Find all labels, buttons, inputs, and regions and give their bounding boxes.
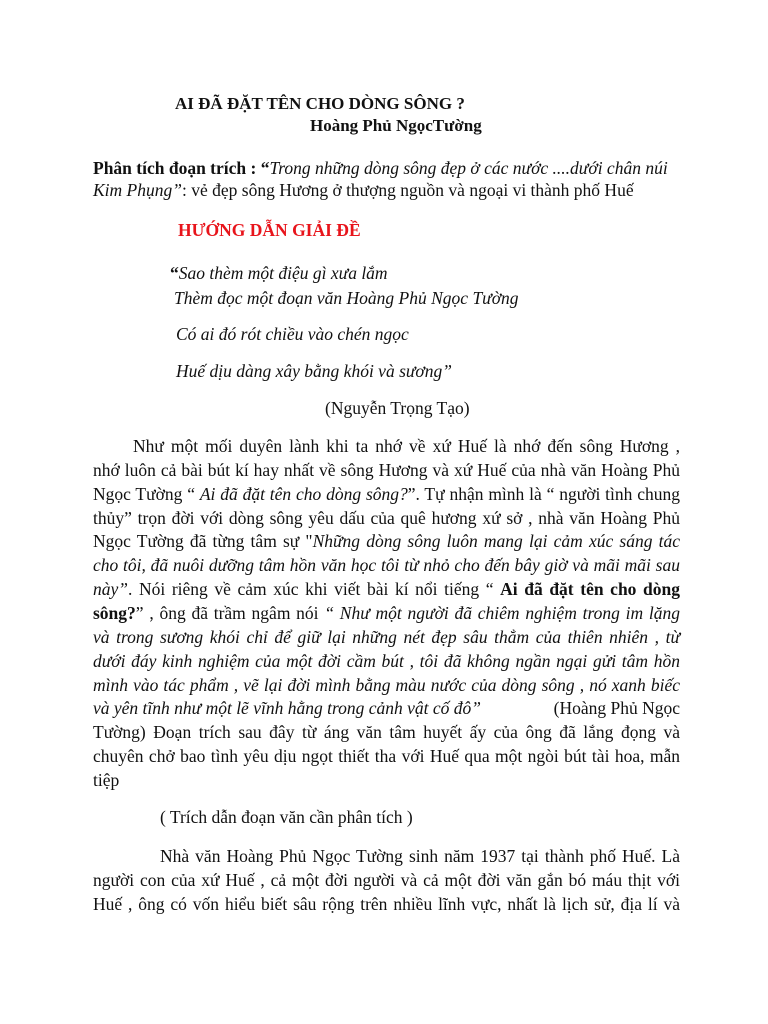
para1-l8-a: sông? xyxy=(93,603,136,623)
task-label: Phân tích đoạn trích : xyxy=(93,158,261,178)
poem-line-1-text: Sao thèm một điệu gì xưa lắm xyxy=(178,263,388,283)
document-title: AI ĐÃ ĐẶT TÊN CHO DÒNG SÔNG ? xyxy=(175,94,465,113)
para1-l12-a: và yên tĩnh như một lẽ vĩnh hằng trong cảnh vật cố đô” xyxy=(93,698,481,718)
task-quote-open: “ xyxy=(260,158,270,178)
para1-line-4: thủy” trọn đời với dòng sông yêu dấu của quê hương xứ sở , nhà văn Hoàng Phủ xyxy=(93,508,680,528)
para1-line-10: dưới đáy kinh nghiệm của một đời cầm bút , tôi đã không ngần ngại gửi tâm hồn xyxy=(93,651,680,671)
para1-line-12 xyxy=(93,697,680,719)
para1-line-1: Như một mối duyên lành khi ta nhớ về xứ Huế là nhớ đến sông Hương , xyxy=(133,436,680,456)
para1-l7-c: Ai đã đặt tên cho dòng xyxy=(500,579,680,599)
para1-line-2: nhớ luôn cả bài bút kí hay nhất về sông Hương và xứ Huế của nhà văn Hoàng Phủ xyxy=(93,460,680,480)
task-line-1 xyxy=(93,157,668,179)
para2-line-1: Nhà văn Hoàng Phủ Ngọc Tường sinh năm 1937 tại thành phố Huế. Là xyxy=(160,846,680,866)
para1-l8-c: “ Như một người đã chiêm nghiệm trong im lặng xyxy=(324,603,680,623)
para1-line-3 xyxy=(93,483,680,505)
poem-open-mark: “ xyxy=(170,263,179,283)
para1-l12-b: (Hoàng Phủ Ngọc xyxy=(553,698,680,718)
para1-line-13: Tường) Đoạn trích sau đây từ áng văn tâm huyết ấy của ông đã lắng đọng và xyxy=(93,722,680,742)
para1-line-9: và trong sương khói chỉ để giữ lại những nét đẹp sâu thẳm của thiên nhiên , từ xyxy=(93,627,680,647)
task-quote-part1: Trong những dòng sông đẹp ở các nước ....dưới chân núi xyxy=(269,158,668,178)
para1-l5-b: Những dòng sông luôn mang lại cảm xúc sáng tác xyxy=(312,531,681,551)
task-quote-part2: Kim Phụng” xyxy=(93,180,182,200)
poem-line-1 xyxy=(170,262,388,284)
para1-l7-a: này” xyxy=(93,579,128,599)
para1-line-5 xyxy=(93,530,680,552)
para2-line-3: Huế , ông có vốn hiểu biết sâu rộng trên nhiều lĩnh vực, nhất là lịch sử, địa lí và xyxy=(93,894,680,914)
para1-l3-a: Ngọc Tường “ xyxy=(93,484,200,504)
task-line-2 xyxy=(93,179,634,201)
para1-line-6: cho tôi, đã nuôi dưỡng tâm hồn văn học tôi từ nhỏ cho đến bây giờ và mãi mãi sau xyxy=(93,555,680,575)
poem-line-2: Thèm đọc một đoạn văn Hoàng Phủ Ngọc Tường xyxy=(174,288,519,308)
work-title-italic: Ai đã đặt tên cho dòng sông? xyxy=(199,484,408,504)
para1-l5-a: Ngọc Tường đã từng tâm sự " xyxy=(93,531,313,551)
guide-heading: HƯỚNG DẪN GIẢI ĐỀ xyxy=(178,220,361,240)
para1-l3-c: ”. Tự nhận mình là “ người tình chung xyxy=(407,484,680,504)
para1-l7-b: . Nói riêng về cảm xúc khi viết bài kí nổi tiếng “ xyxy=(128,579,501,599)
poem-line-3: Có ai đó rót chiều vào chén ngọc xyxy=(176,324,409,344)
document-author: Hoàng Phủ NgọcTường xyxy=(310,116,482,135)
para1-line-11: mình vào tác phẩm , vẽ lại đời mình bằng màu nước của dòng sông , nó xanh biếc xyxy=(93,675,680,695)
poem-line-4: Huế dịu dàng xây bằng khói và sương” xyxy=(176,361,453,381)
para1-line-7 xyxy=(93,578,680,600)
para1-l8-b: ” , ông đã trầm ngâm nói xyxy=(135,603,325,623)
para1-line-15: tiệp xyxy=(93,770,120,790)
para1-line-8 xyxy=(93,602,680,624)
para1-line-14: chuyên chở bao tình yêu dịu ngọt thiết tha với Huế qua một ngòi bút tài hoa, mẫn xyxy=(93,746,680,766)
task-rest: : vẻ đẹp sông Hương ở thượng nguồn và ngoại vi thành phố Huế xyxy=(181,180,634,200)
para2-line-2: người con của xứ Huế , cả một đời người và cả một đời văn gắn bó máu thịt với xyxy=(93,870,680,890)
poem-attribution: (Nguyễn Trọng Tạo) xyxy=(325,398,470,418)
excerpt-note: ( Trích dẫn đoạn văn cần phân tích ) xyxy=(160,807,413,827)
